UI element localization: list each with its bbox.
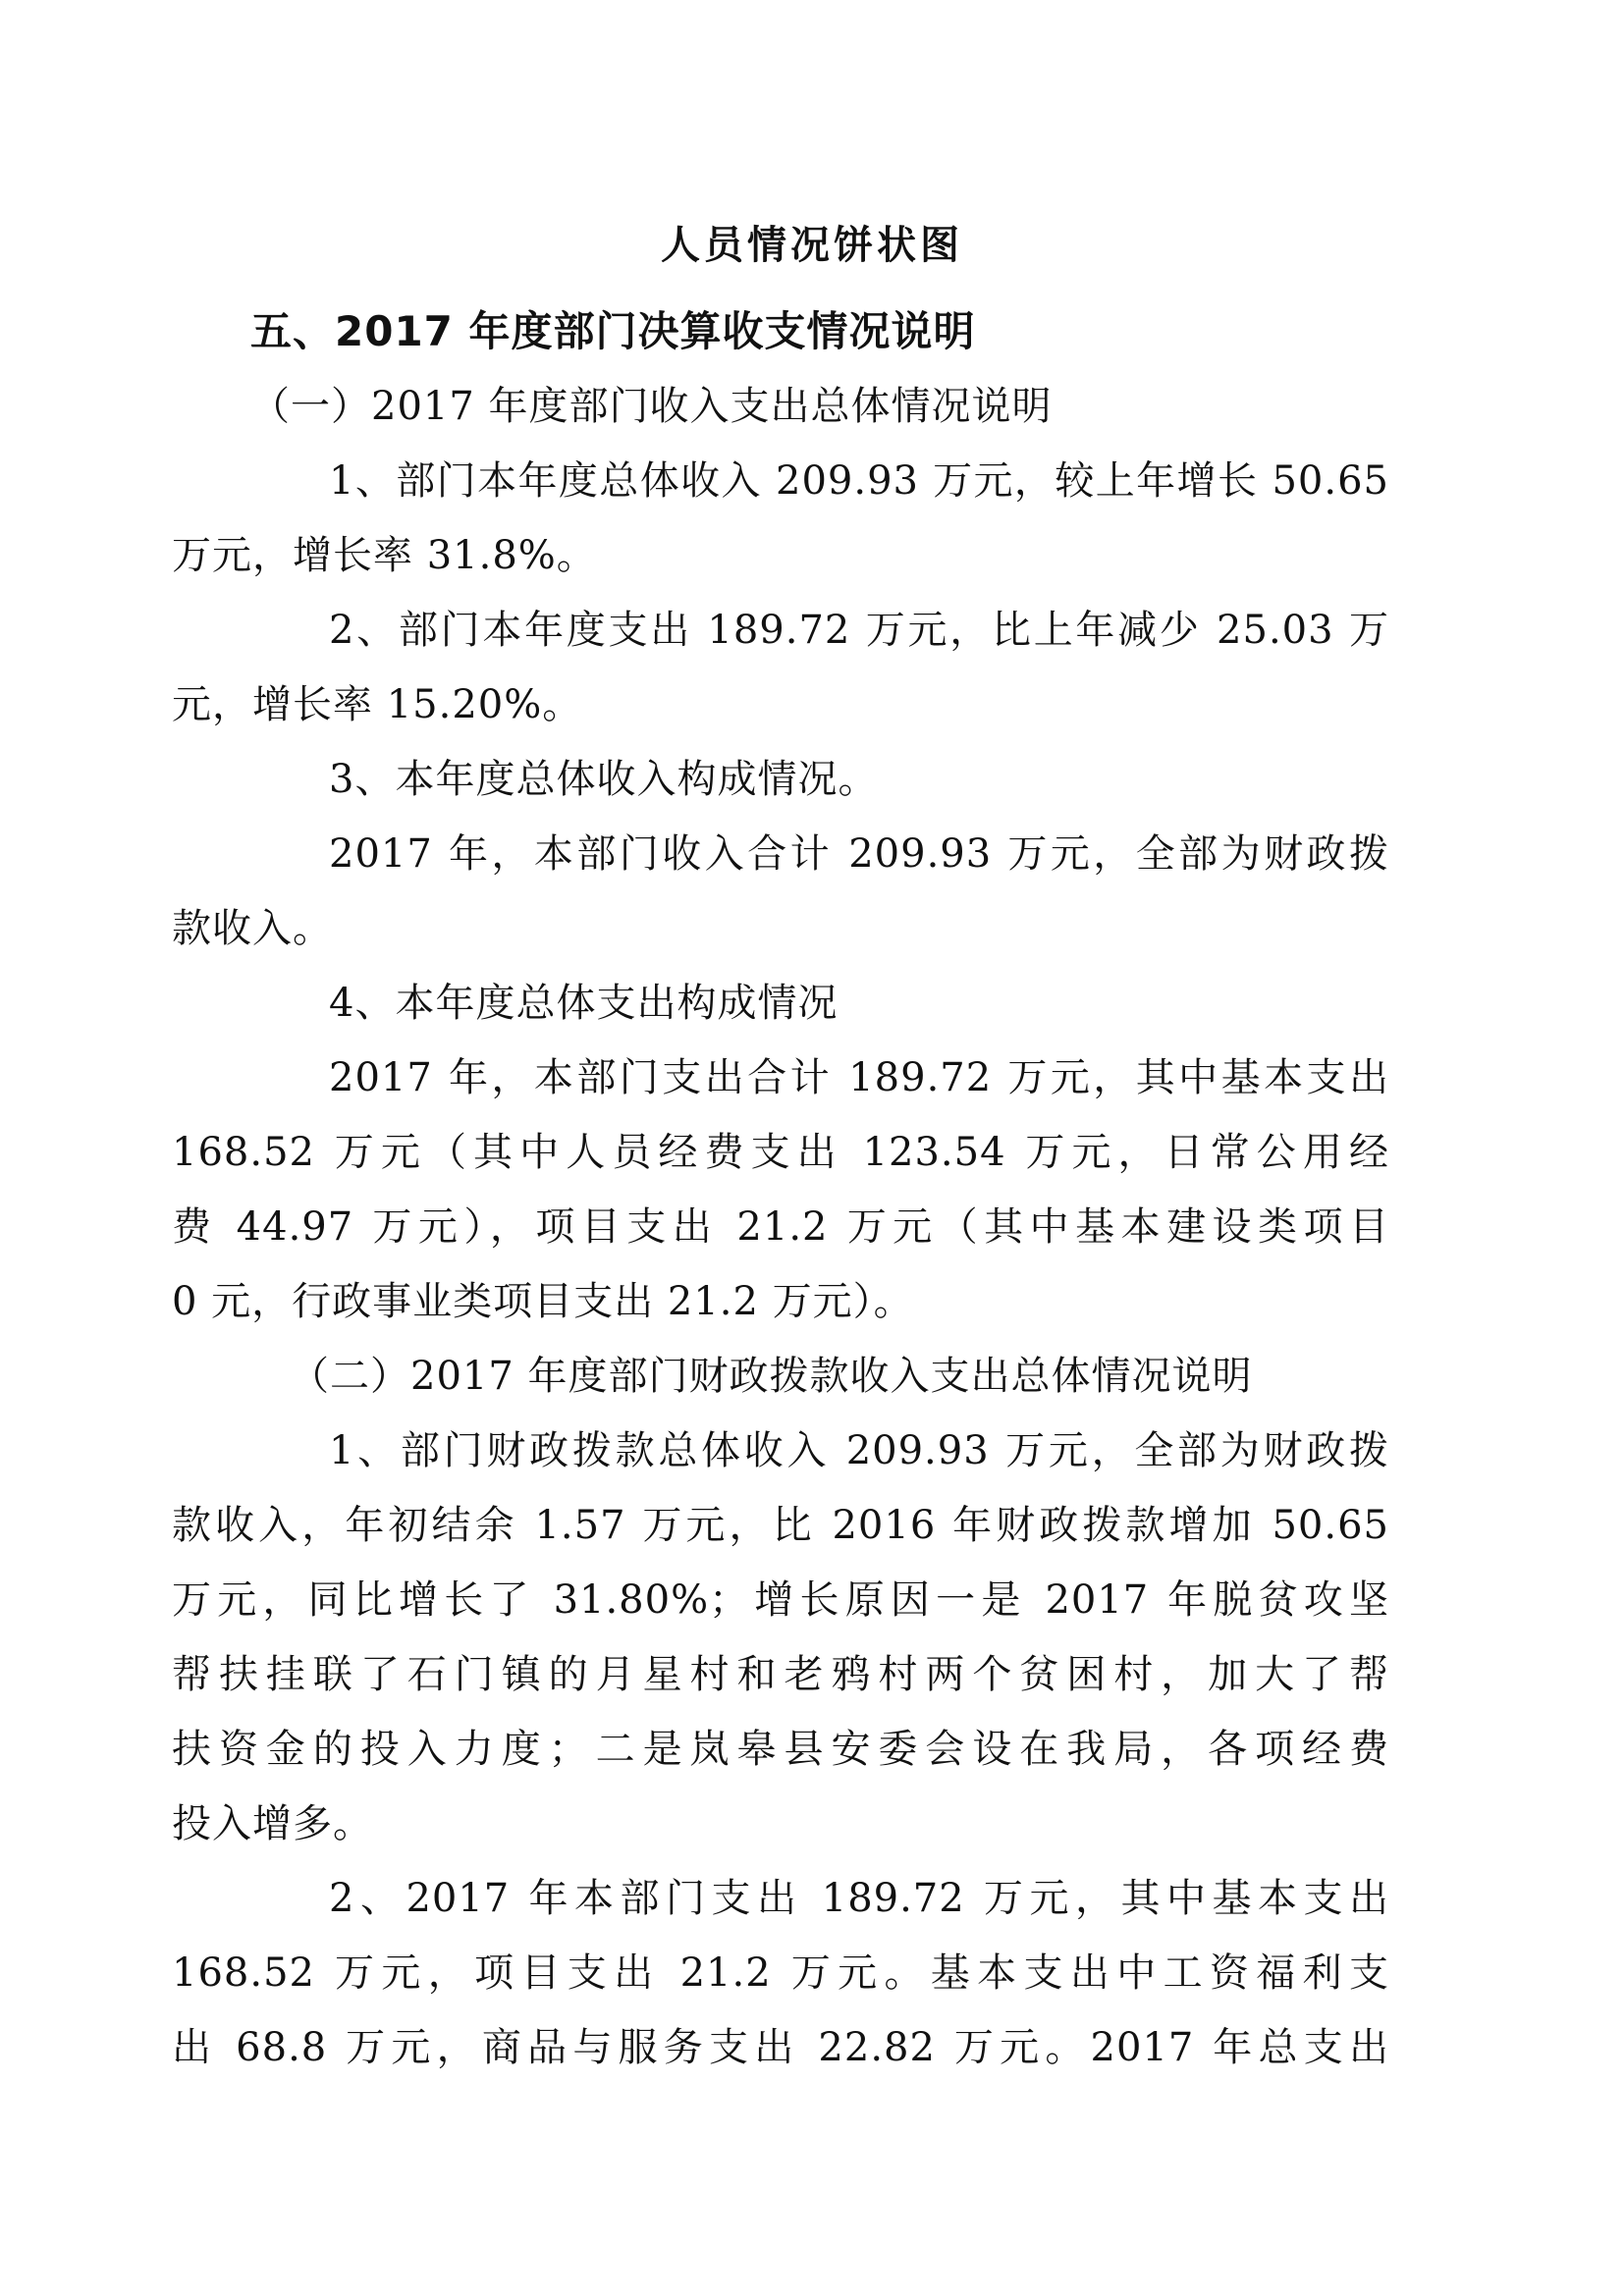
paragraph-line: 款收入，年初结余 1.57 万元，比 2016 年财政拨款增加 50.65 <box>172 1503 1389 1548</box>
paragraph-line: 168.52 万元（其中人员经费支出 123.54 万元，日常公用经 <box>172 1130 1389 1175</box>
paragraph-line: 万元，同比增长了 31.80%；增长原因一是 2017 年脱贫攻坚 <box>172 1577 1389 1623</box>
paragraph-line: 2017 年，本部门支出合计 189.72 万元，其中基本支出 <box>329 1055 1389 1100</box>
paragraph-line: 帮扶挂联了石门镇的月星村和老鸦村两个贫困村，加大了帮 <box>172 1652 1389 1697</box>
paragraph-line: 款收入。 <box>172 906 333 951</box>
paragraph-line: 元，增长率 15.20%。 <box>172 682 583 727</box>
subsection-heading: （一）2017 年度部门收入支出总体情况说明 <box>250 384 1053 429</box>
paragraph-line: 扶资金的投入力度；二是岚皋县安委会设在我局，各项经费 <box>172 1727 1389 1772</box>
paragraph-line: 4、本年度总体支出构成情况 <box>329 981 839 1026</box>
paragraph-line: 费 44.97 万元），项目支出 21.2 万元（其中基本建设类项目 <box>172 1204 1389 1250</box>
document-body <box>172 294 1389 2085</box>
paragraph-line: 万元，增长率 31.8%。 <box>172 533 597 578</box>
figure-caption: 人员情况饼状图 <box>661 223 963 268</box>
paragraph-line: 2、部门本年度支出 189.72 万元，比上年减少 25.03 万 <box>329 608 1389 653</box>
paragraph-line: 出 68.8 万元，商品与服务支出 22.82 万元。2017 年总支出 <box>172 2025 1389 2070</box>
section-heading: 五、2017 年度部门决算收支情况说明 <box>250 307 976 355</box>
paragraph-line: 投入增多。 <box>172 1801 373 1846</box>
paragraph-line: 3、本年度总体收入构成情况。 <box>329 757 879 802</box>
subsection-heading: （二）2017 年度部门财政拨款收入支出总体情况说明 <box>290 1354 1253 1399</box>
paragraph-line: 1、部门财政拨款总体收入 209.93 万元，全部为财政拨 <box>329 1428 1389 1473</box>
paragraph-line: 1、部门本年度总体收入 209.93 万元，较上年增长 50.65 <box>329 458 1389 504</box>
paragraph-line: 0 元，行政事业类项目支出 21.2 万元）。 <box>172 1279 914 1324</box>
paragraph-line: 2017 年，本部门收入合计 209.93 万元，全部为财政拨 <box>329 831 1389 877</box>
paragraph-line: 2、2017 年本部门支出 189.72 万元，其中基本支出 <box>329 1876 1389 1921</box>
paragraph-line: 168.52 万元，项目支出 21.2 万元。基本支出中工资福利支 <box>172 1950 1389 1996</box>
